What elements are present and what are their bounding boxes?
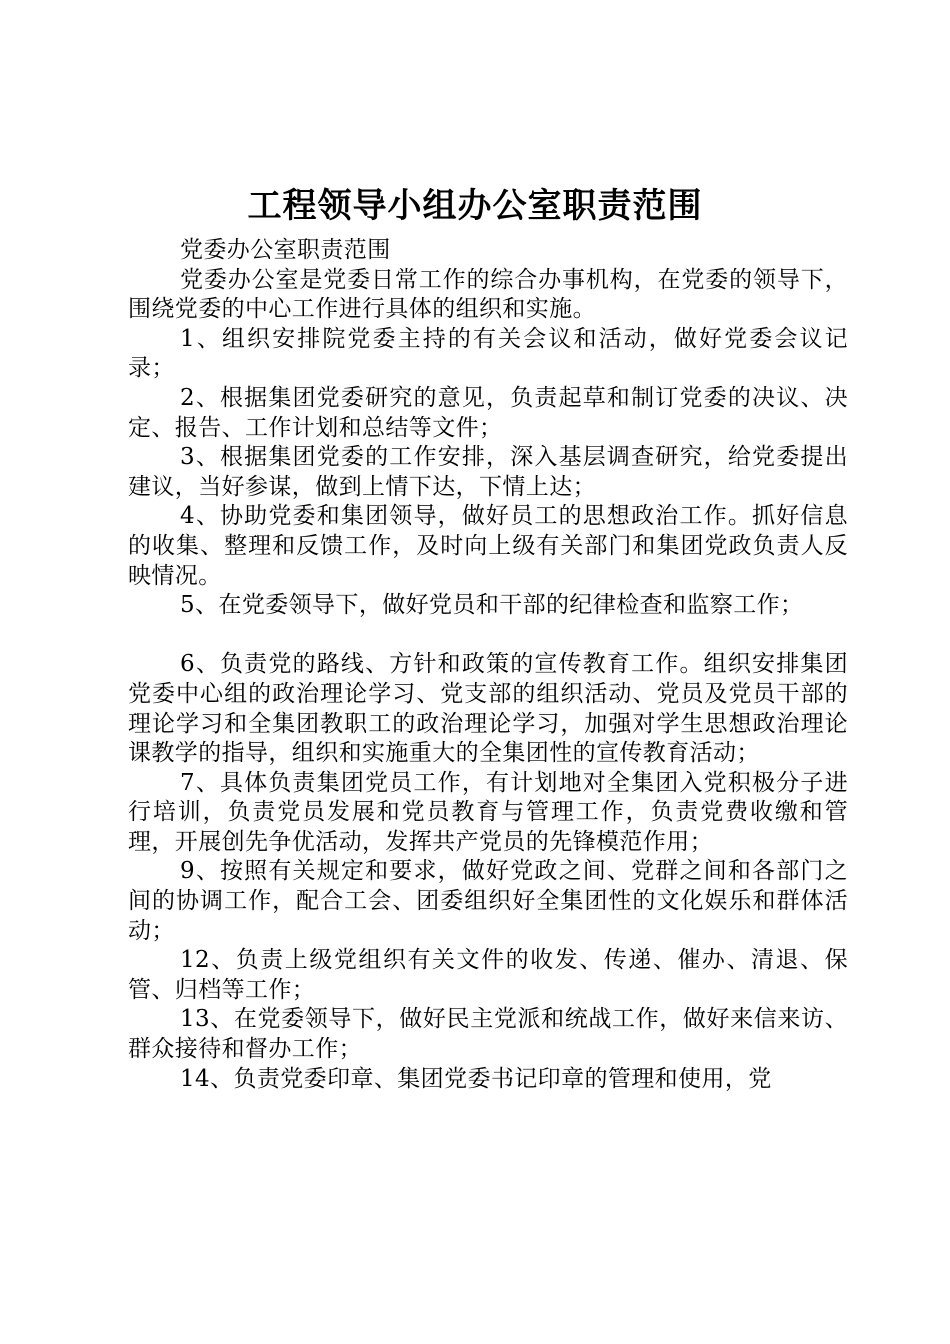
list-item-5: 5、在党委领导下，做好党员和干部的纪律检查和监察工作；	[180, 592, 804, 619]
section-heading: 党委办公室职责范围	[180, 237, 391, 263]
list-item-12: 12、负责上级党组织有关文件的收发、传递、催办、清退、保管、归档等工作；	[128, 947, 848, 1003]
list-item-1: 1、组织安排院党委主持的有关会议和活动，做好党委会议记录；	[128, 325, 848, 382]
list-item-2: 2、根据集团党委研究的意见，负责起草和制订党委的决议、决定、报告、工作计划和总结等文件；	[128, 384, 848, 441]
list-item-7: 7、具体负责集团党员工作，有计划地对全集团入党积极分子进行培训，负责党员发展和党员教育与管理工作，负责党费收缴和管理，开展创先争优活动，发挥共产党员的先锋模范作用；	[128, 769, 848, 855]
blank-line	[128, 621, 848, 651]
list-item-4: 4、协助党委和集团领导，做好员工的思想政治工作。抓好信息的收集、整理和反馈工作，及时向上级有关部门和集团党政负责人反映情况。	[128, 503, 848, 589]
intro-paragraph: 党委办公室是党委日常工作的综合办事机构，在党委的领导下，围绕党委的中心工作进行具体的组织和实施。	[128, 266, 848, 323]
document-title: 工程领导小组办公室职责范围	[247, 186, 703, 226]
list-item-6: 6、负责党的路线、方针和政策的宣传教育工作。组织安排集团党委中心组的政治理论学习、党支部的组织活动、党员及党员干部的理论学习和全集团教职工的政治理论学习，加强对学生思想政治理论课教学的指导，组织和实施重大的全集团性的宣传教育活动；	[128, 651, 848, 767]
list-item-13: 13、在党委领导下，做好民主党派和统战工作，做好来信来访、群众接待和督办工作；	[128, 1006, 848, 1063]
document-body	[128, 236, 848, 1094]
list-item-3: 3、根据集团党委的工作安排，深入基层调查研究，给党委提出建议，当好参谋，做到上情下达，下情上达；	[128, 444, 848, 500]
list-item-9: 9、按照有关规定和要求，做好党政之间、党群之间和各部门之间的协调工作，配合工会、团委组织好全集团性的文化娱乐和群体活动；	[128, 858, 848, 944]
list-item-14: 14、负责党委印章、集团党委书记印章的管理和使用，党	[180, 1065, 772, 1092]
